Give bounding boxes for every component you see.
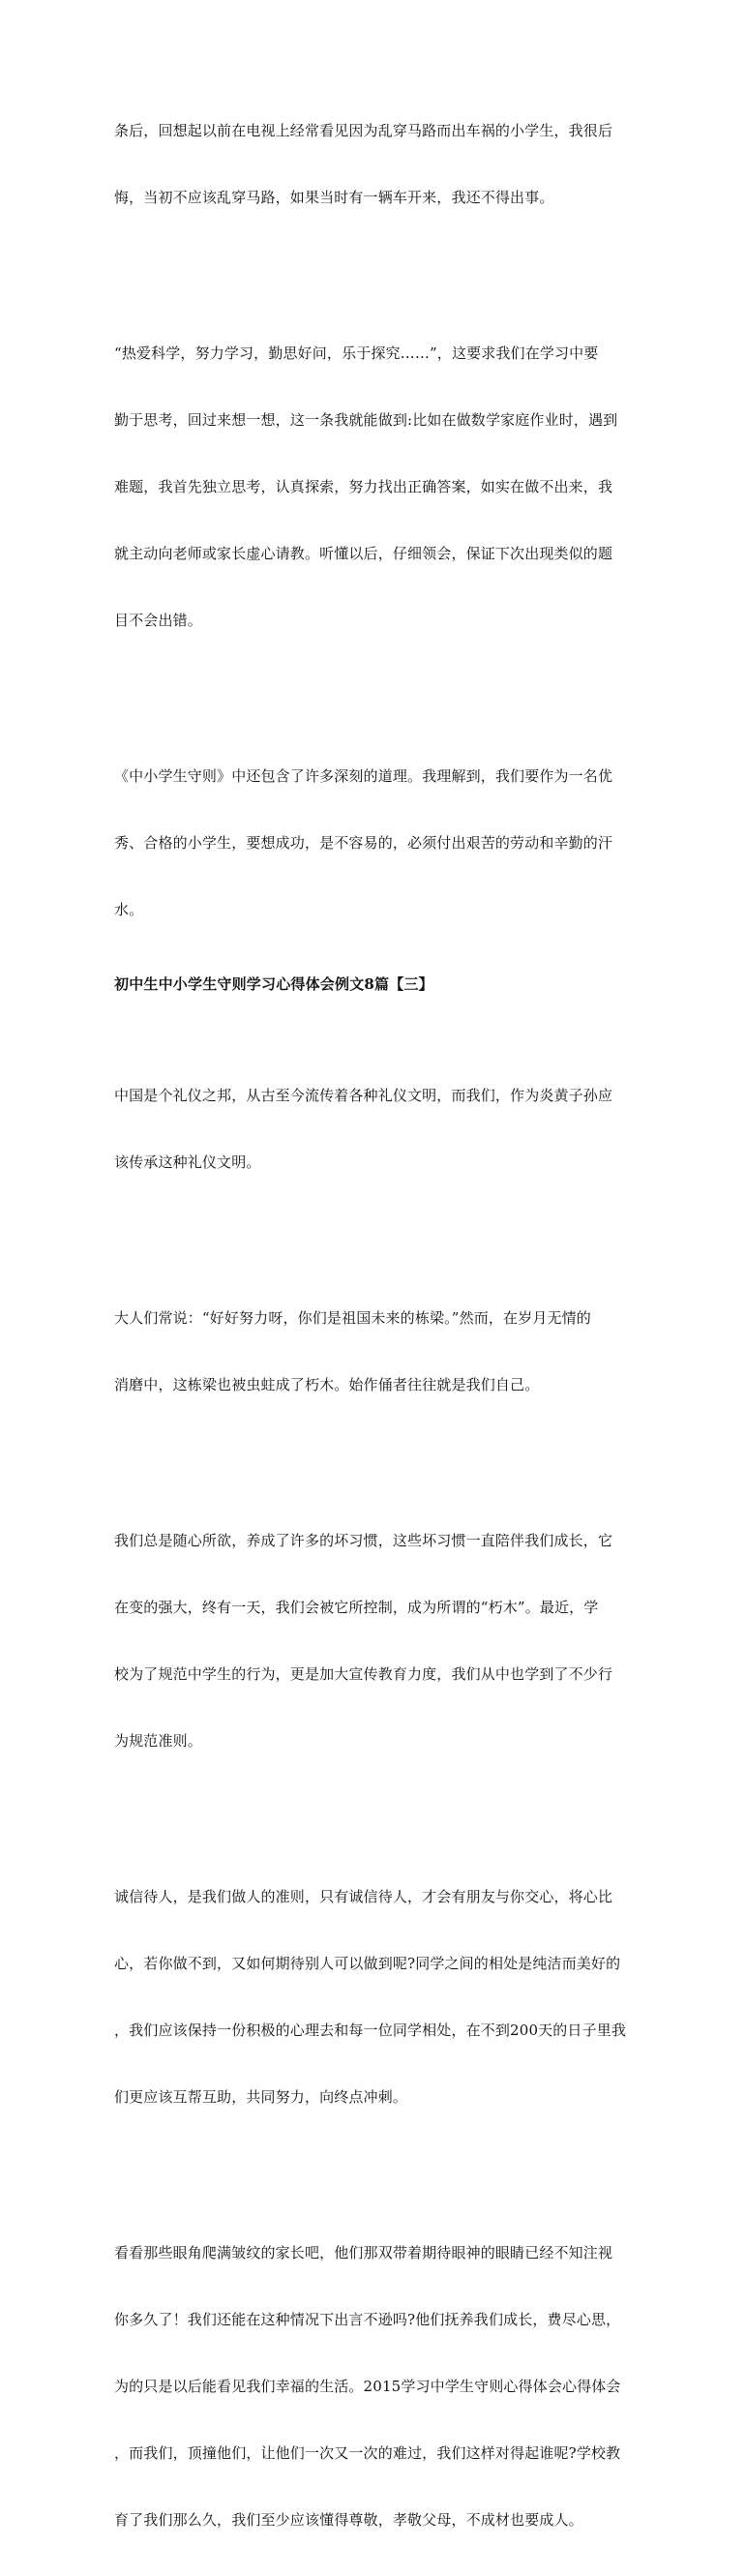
paragraph — [114, 298, 637, 676]
text-line: 看看那些眼角爬满皱纹的家长吧，他们那双带着期待眼神的眼睛已经不知注视 — [114, 2244, 613, 2261]
text-line: 消磨中，这栋梁也被虫蛀成了朽木。始作俑者往往就是我们自己。 — [114, 1376, 540, 1393]
paragraph — [114, 2198, 637, 2576]
text-line: 就主动向老师或家长虚心请教。听懂以后，仔细领会，保证下次出现类似的题 — [114, 545, 613, 562]
text-line: 你多久了！我们还能在这种情况下出言不逊吗?他们抚养我们成长，费尽心思， — [114, 2311, 621, 2328]
text-line: 育了我们那么久，我们至少应该懂得尊敬，孝敬父母，不成材也要成人。 — [114, 2511, 583, 2529]
paragraph — [114, 1842, 637, 2153]
text-line: “热爱科学，努力学习，勤思好问，乐于探究……”，这要求我们在学习中要 — [114, 344, 599, 362]
text-line: 条后，回想起以前在电视上经常看见因为乱穿马路而出车祸的小学生，我很后 — [114, 122, 613, 139]
text-line: 目不会出错。 — [114, 612, 202, 629]
text-line: 校为了规范中学生的行为，更是加大宣传教育力度，我们从中也学到了不少行 — [114, 1665, 613, 1683]
text-line: 为规范准则。 — [114, 1732, 202, 1750]
paragraph — [114, 1040, 637, 1218]
paragraph — [114, 1263, 637, 1441]
text-line: 《中小学生守则》中还包含了许多深刻的道理。我理解到，我们要作为一名优 — [114, 767, 613, 785]
text-line: ，而我们，顶撞他们，让他们一次又一次的难过，我们这样对得起谁呢?学校教 — [114, 2444, 621, 2462]
paragraph — [114, 75, 637, 254]
document-body — [114, 75, 637, 2576]
text-line: 勤于思考，回过来想一想，这一条我就能做到:比如在做数学家庭作业时，遇到 — [114, 411, 618, 429]
text-line: 诚信待人，是我们做人的准则，只有诚信待人，才会有朋友与你交心，将心比 — [114, 1888, 613, 1905]
text-line: 在变的强大，终有一天，我们会被它所控制，成为所谓的“朽木”。最近，学 — [114, 1599, 599, 1616]
text-line: 们更应该互帮互助，共同努力，向终点冲刺。 — [114, 2088, 408, 2106]
text-line: 该传承这种礼仪文明。 — [114, 1153, 261, 1171]
text-line: 难题，我首先独立思考，认真探索，努力找出正确答案，如实在做不出来，我 — [114, 478, 613, 495]
text-line: ，我们应该保持一份积极的心理去和每一位同学相处，在不到200天的日子里我 — [114, 2022, 627, 2039]
text-line: 水。 — [114, 901, 144, 918]
text-line: 为的只是以后能看见我们幸福的生活。2015学习中学生守则心得体会心得体会 — [114, 2378, 621, 2395]
text-line: 我们总是随心所欲，养成了许多的坏习惯，这些坏习惯一直陪伴我们成长，它 — [114, 1532, 613, 1549]
text-line: 中国是个礼仪之邦，从古至今流传着各种礼仪文明，而我们，作为炎黄子孙应 — [114, 1087, 613, 1104]
section-heading: 初中生中小学生守则学习心得体会例文8篇【三】 — [114, 975, 433, 993]
paragraph — [114, 1485, 637, 1797]
text-line: 悔，当初不应该乱穿马路，如果当时有一辆车开来，我还不得出事。 — [114, 189, 554, 206]
text-line: 心，若你做不到，又如何期待别人可以做到呢?同学之间的相处是纯洁而美好的 — [114, 1955, 621, 1972]
paragraph — [114, 721, 637, 966]
text-line: 大人们常说：“好好努力呀，你们是祖国未来的栋梁。”然而，在岁月无情的 — [114, 1309, 591, 1327]
text-line: 秀、合格的小学生，要想成功，是不容易的，必须付出艰苦的劳动和辛勤的汗 — [114, 834, 613, 852]
